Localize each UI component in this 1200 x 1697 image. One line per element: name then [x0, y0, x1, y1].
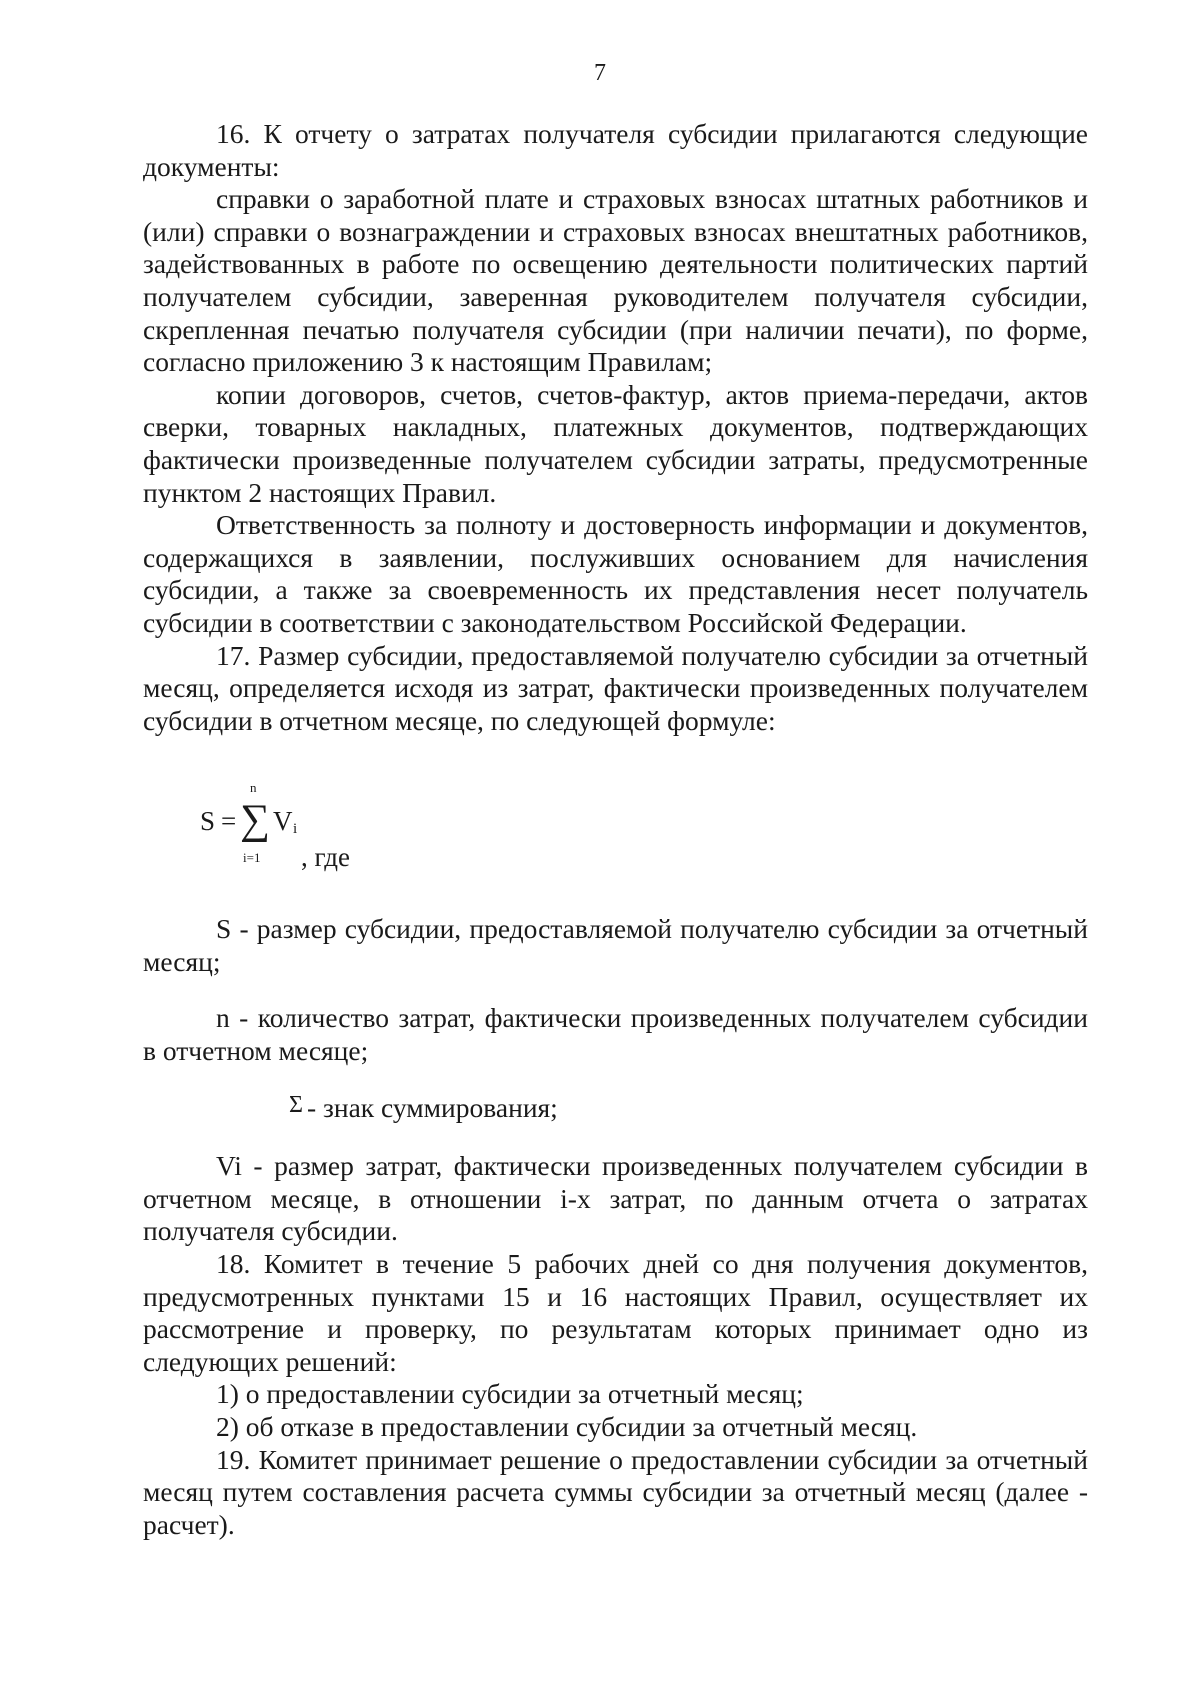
formula-term-subscript: i [293, 821, 298, 838]
formula-lower-limit: i=1 [243, 850, 261, 866]
paragraph-18: 18. Комитет в течение 5 рабочих дней со дня получения документов, предусмотренных пунктами 15 и 16 настоящих Правил, осуществляет их рассмотрение и проверку, по результатам которых принимает одно из следующих решений: [143, 1248, 1088, 1377]
definition-vi: Vi - размер затрат, фактически произведенных получателем субсидии в отчетном месяце, в отношении i-x затрат, по данным отчета о затратах получателя субсидии. [143, 1150, 1088, 1247]
definition-sigma-text: - знак суммирования; [306, 1091, 558, 1123]
definition-sigma [143, 1092, 1088, 1127]
sigma-icon: Σ [289, 1091, 303, 1118]
paragraph-16-document-copies: копии договоров, счетов, счетов-фактур, актов приема-передачи, актов сверки, товарных накладных, платежных документов, подтверждающих фактически произведенные получателем субсидии затраты, предусмотренные пунктом 2 настоящих Правил. [143, 378, 1088, 508]
paragraph-16-salary-certificates: справки о заработной плате и страховых взносах штатных работников и (или) справки о вознаграждении и страховых взносах внештатных работников, задействованных в работе по освещению деятельности политических партий получателем субсидии, заверенная руководителем получателя субсидии, скрепленная печатью получателя субсидии (при наличии печати), по форме, согласно приложению 3 к настоящим Правилам; [143, 183, 1088, 378]
formula-lhs: S [200, 806, 216, 837]
definition-n: n - количество затрат, фактически произведенных получателем субсидии в отчетном месяце; [143, 1002, 1088, 1067]
definition-s: S - размер субсидии, предоставляемой получателю субсидии за отчетный месяц; [143, 913, 1088, 977]
paragraph-18-option-1: 1) о предоставлении субсидии за отчетный месяц; [216, 1378, 804, 1410]
subsidy-formula [143, 771, 1088, 891]
formula-sigma-icon: ∑ [240, 797, 270, 844]
page-number: 7 [594, 60, 606, 86]
paragraph-16-intro: 16. К отчету о затратах получателя субсидии прилагаются следующие документы: [143, 118, 1088, 182]
formula-equals: = [221, 806, 237, 837]
paragraph-17: 17. Размер субсидии, предоставляемой получателю субсидии за отчетный месяц, определяется исходя из затрат, фактически произведенных получателем субсидии в отчетном месяце, по следующей формуле: [143, 639, 1088, 736]
paragraph-19: 19. Комитет принимает решение о предоставлении субсидии за отчетный месяц путем составления расчета суммы субсидии за отчетный месяц (далее - расчет). [143, 1443, 1088, 1540]
formula-where: , где [301, 842, 350, 873]
paragraph-18-option-2: 2) об отказе в предоставлении субсидии за отчетный месяц. [216, 1411, 918, 1442]
formula-term: V [273, 806, 293, 837]
paragraph-16-responsibility: Ответственность за полноту и достоверность информации и документов, содержащихся в заявлении, послуживших основанием для начисления субсидии, а также за своевременность их представления несет получатель субсидии в соответствии с законодательством Российской Федерации. [143, 509, 1088, 638]
formula-upper-limit: n [250, 780, 257, 796]
document-body [143, 118, 1088, 1541]
